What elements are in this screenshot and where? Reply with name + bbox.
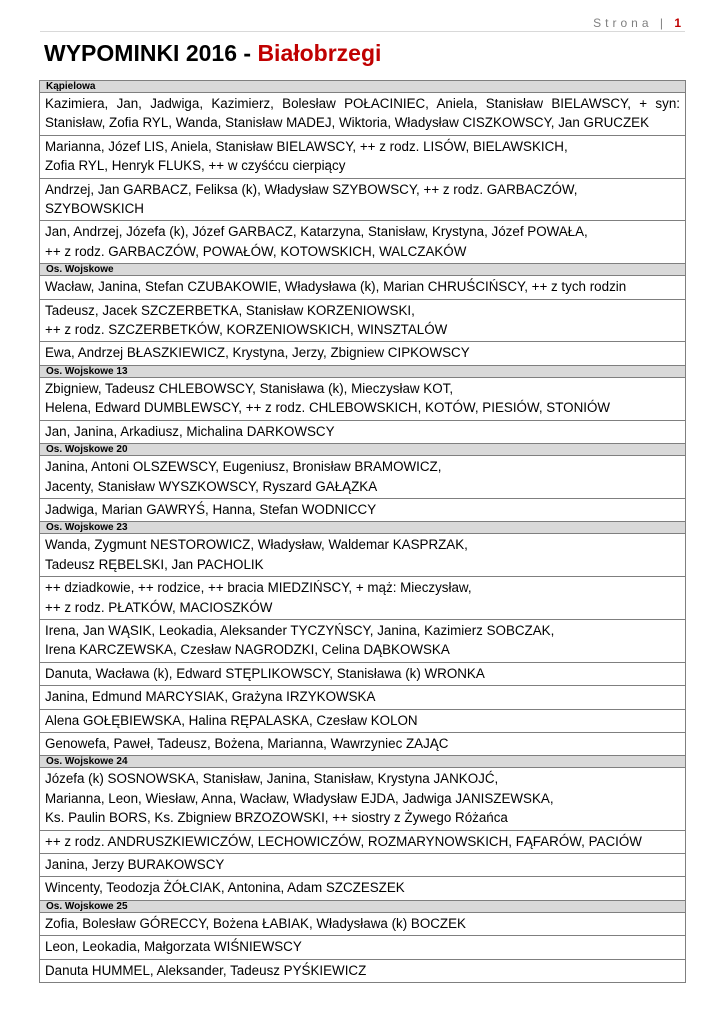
section-header: Os. Wojskowe 23	[40, 522, 686, 534]
entry-line: Zofia RYL, Henryk FLUKS, ++ w czyśćcu cierpiący	[45, 158, 346, 174]
list-entry-row	[40, 830, 686, 853]
list-entry-row	[40, 662, 686, 685]
entry-line: Jan, Janina, Arkadiusz, Michalina DARKOWSCY	[45, 423, 335, 439]
list-entry	[40, 854, 686, 877]
section-header-row	[40, 522, 686, 534]
page-label: Strona |	[593, 16, 667, 30]
entry-line: Irena KARCZEWSKA, Czesław NAGRODZKI, Celina DĄBKOWSKA	[45, 642, 450, 658]
entry-line: Wacław, Janina, Stefan CZUBAKOWIE, Władysława (k), Marian CHRUŚCIŃSCY, ++ z tych rodzin	[45, 279, 627, 295]
list-entry	[40, 498, 686, 521]
entry-line: Marianna, Józef LIS, Aniela, Stanisław BIELAWSCY, ++ z rodz. LISÓW, BIELAWSKICH,	[45, 138, 568, 154]
list-entry	[40, 959, 686, 982]
header-divider	[40, 31, 685, 32]
entry-line: Andrzej, Jan GARBACZ, Feliksa (k), Władysław SZYBOWSCY, ++ z rodz. GARBACZÓW, SZYBOWSKICH	[45, 181, 578, 217]
entry-line: Marianna, Leon, Wiesław, Anna, Wacław, Władysław EJDA, Jadwiga JANISZEWSKA,	[45, 790, 554, 806]
entry-line: Zbigniew, Tadeusz CHLEBOWSCY, Stanisława (k), Mieczysław KOT,	[45, 380, 454, 396]
section-header-row	[40, 900, 686, 912]
list-entry	[40, 456, 686, 499]
list-entry	[40, 299, 686, 342]
list-entry-row	[40, 577, 686, 620]
list-entry	[40, 662, 686, 685]
list-entry	[40, 686, 686, 709]
entry-line: Jadwiga, Marian GAWRYŚ, Hanna, Stefan WODNICCY	[45, 501, 377, 517]
section-header: Os. Wojskowe	[40, 264, 686, 276]
page-number: 1	[674, 16, 681, 30]
entry-line: Jan, Andrzej, Józefa (k), Józef GARBACZ, Katarzyna, Stanisław, Krystyna, Józef POWAŁA,	[45, 224, 588, 240]
list-entry-row	[40, 534, 686, 577]
list-entry-row	[40, 877, 686, 900]
list-entry	[40, 877, 686, 900]
list-entry-row	[40, 221, 686, 264]
list-entry-row	[40, 732, 686, 755]
list-entry-row	[40, 959, 686, 982]
section-header: Os. Wojskowe 13	[40, 365, 686, 377]
title-city: Białobrzegi	[257, 40, 382, 66]
list-entry-row	[40, 93, 686, 136]
list-entry	[40, 830, 686, 853]
entry-line: Irena, Jan WĄSIK, Leokadia, Aleksander TYCZYŃSCY, Janina, Kazimierz SOBCZAK,	[45, 622, 555, 638]
entry-line: Danuta HUMMEL, Aleksander, Tadeusz PYŚKIEWICZ	[45, 962, 367, 978]
entry-line: Janina, Jerzy BURAKOWSCY	[45, 857, 225, 872]
page-header	[593, 16, 681, 30]
entry-line: Alena GOŁĘBIEWSKA, Halina RĘPALASKA, Czesław KOLON	[45, 712, 418, 728]
section-header: Kąpielowa	[40, 81, 686, 93]
list-entry-row	[40, 619, 686, 662]
list-entry-row	[40, 498, 686, 521]
list-entry-row	[40, 456, 686, 499]
list-entry-row	[40, 299, 686, 342]
list-entry	[40, 936, 686, 959]
entry-line: Tadeusz, Jacek SZCZERBETKA, Stanisław KORZENIOWSKI,	[45, 302, 415, 318]
section-header: Os. Wojskowe 20	[40, 444, 686, 456]
entry-line: ++ z rodz. ANDRUSZKIEWICZÓW, LECHOWICZÓW, ROZMARYNOWSKICH, FĄFARÓW, PACIÓW	[45, 833, 642, 849]
list-entry-row	[40, 342, 686, 365]
section-header-row	[40, 444, 686, 456]
list-entry-row	[40, 377, 686, 420]
title-main: WYPOMINKI 2016 -	[44, 40, 258, 66]
list-entry-row	[40, 686, 686, 709]
list-entry-row	[40, 420, 686, 443]
entry-line: Helena, Edward DUMBLEWSCY, ++ z rodz. CHLEBOWSKICH, KOTÓW, PIESIÓW, STONIÓW	[45, 400, 611, 416]
list-entry-row	[40, 135, 686, 178]
list-entry-row	[40, 709, 686, 732]
list-entry	[40, 342, 686, 365]
list-entry	[40, 135, 686, 178]
entry-line: Józefa (k) SOSNOWSKA, Stanisław, Janina, Stanisław, Krystyna JANKOJĆ,	[45, 771, 499, 787]
page-title	[44, 40, 381, 67]
list-entry	[40, 377, 686, 420]
memorial-list-table	[39, 80, 686, 983]
list-entry	[40, 577, 686, 620]
list-entry-row	[40, 912, 686, 935]
entry-line: Wincenty, Teodozja ŻÓŁCIAK, Antonina, Adam SZCZESZEK	[45, 880, 405, 896]
entry-line: Ewa, Andrzej BŁASZKIEWICZ, Krystyna, Jerzy, Zbigniew CIPKOWSCY	[45, 345, 470, 361]
list-entry	[40, 768, 686, 830]
section-header-row	[40, 756, 686, 768]
section-header: Os. Wojskowe 24	[40, 756, 686, 768]
list-entry	[40, 709, 686, 732]
entry-line: Kazimiera, Jan, Jadwiga, Kazimierz, Bolesław POŁACINIEC, Aniela, Stanisław BIELAWSCY, + syn: Stanisław, Zofia RYL, Wanda, Stanisław MADEJ, Wiktoria, Władysław CISZKOWSCY, Jan GRUCZEK	[45, 96, 680, 131]
list-entry	[40, 732, 686, 755]
entry-line: ++ z rodz. PŁATKÓW, MACIOSZKÓW	[45, 599, 273, 615]
section-header: Os. Wojskowe 25	[40, 900, 686, 912]
list-entry-row	[40, 768, 686, 830]
section-header-row	[40, 365, 686, 377]
entry-line: ++ dziadkowie, ++ rodzice, ++ bracia MIEDZIŃSCY, + mąż: Mieczysław,	[45, 580, 472, 596]
section-header-row	[40, 264, 686, 276]
list-entry	[40, 221, 686, 264]
list-entry	[40, 619, 686, 662]
list-entry-row	[40, 936, 686, 959]
entry-line: Jacenty, Stanisław WYSZKOWSCY, Ryszard GAŁĄZKA	[45, 478, 378, 494]
entry-line: Leon, Leokadia, Małgorzata WIŚNIEWSCY	[45, 939, 302, 955]
list-entry	[40, 420, 686, 443]
list-entry	[40, 912, 686, 935]
entry-line: Zofia, Bolesław GÓRECCY, Bożena ŁABIAK, Władysława (k) BOCZEK	[45, 915, 466, 931]
list-entry	[40, 93, 686, 136]
list-entry-row	[40, 276, 686, 299]
entry-line: Genowefa, Paweł, Tadeusz, Bożena, Marianna, Wawrzyniec ZAJĄC	[45, 735, 449, 751]
section-header-row	[40, 81, 686, 93]
list-entry-row	[40, 178, 686, 221]
entry-line: Wanda, Zygmunt NESTOROWICZ, Władysław, Waldemar KASPRZAK,	[45, 537, 468, 553]
entry-line: ++ z rodz. GARBACZÓW, POWAŁÓW, KOTOWSKICH, WALCZAKÓW	[45, 243, 467, 259]
entry-line: Ks. Paulin BORS, Ks. Zbigniew BRZOZOWSKI, ++ siostry z Żywego Różańca	[45, 810, 508, 826]
list-entry	[40, 276, 686, 299]
entry-line: ++ z rodz. SZCZERBETKÓW, KORZENIOWSKICH, WINSZTALÓW	[45, 322, 448, 338]
entry-line: Danuta, Wacława (k), Edward STĘPLIKOWSCY, Stanisława (k) WRONKA	[45, 665, 485, 681]
list-entry	[40, 178, 686, 221]
memorial-list-body	[40, 81, 686, 983]
entry-line: Tadeusz RĘBELSKI, Jan PACHOLIK	[45, 556, 264, 572]
list-entry	[40, 534, 686, 577]
entry-line: Janina, Edmund MARCYSIAK, Grażyna IRZYKOWSKA	[45, 689, 376, 705]
entry-line: Janina, Antoni OLSZEWSCY, Eugeniusz, Bronisław BRAMOWICZ,	[45, 459, 442, 475]
list-entry-row	[40, 854, 686, 877]
